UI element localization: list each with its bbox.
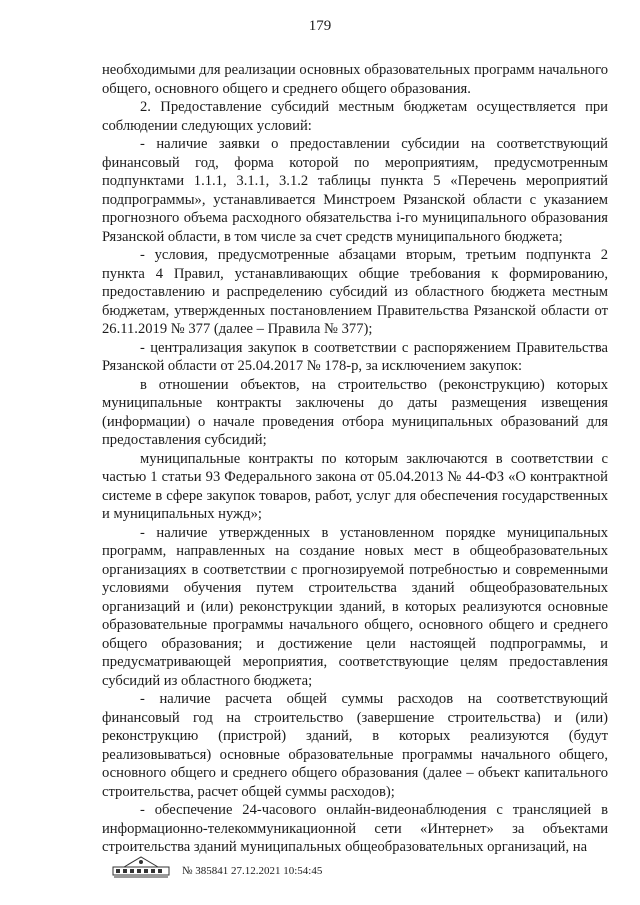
paragraph-4: - условия, предусмотренные абзацами вторым, третьим подпункта 2 пункта 4 Правил, устанавливающих общие требования к формированию, предоставлению и распределению субсидий из областного бюджета местным бюджетам, утвержденных постановлением Правительства Рязанской области от 26.11.2019 № 377 (далее – Правила № 377); [102,247,608,337]
paragraph-10: - обеспечение 24-часового онлайн-видеонаблюдения с трансляцией в информационно-телекоммуникационной сети «Интернет» за объектами строительства зданий муниципальных общеобразовательных организаций, на [102,802,608,855]
paragraph-9: - наличие расчета общей суммы расходов на соответствующий финансовый год на строительство (завершение строительства) и (или) реконструкцию (пристрой) зданий, в которых реализуются (будут реализовываться) основные образовательные программы начального общего, основного общего и среднего общего образования (далее – объект капитального строительства, расчет общей суммы расходов); [102,691,608,800]
paragraph-3: - наличие заявки о предоставлении субсидии на соответствующий финансовый год, форма которой по мероприятиям, предусмотренным подпунктами 1.1.1, 3.1.1, 3.1.2 таблицы пункта 5 «Перечень мероприятий подпрограммы», устанавливается Минстроем Рязанской области с указанием прогнозного объема расходного обязательства i-го муниципального образования Рязанской области, в том числе за счет средств муниципального бюджета; [102,136,608,245]
paragraph-8: - наличие утвержденных в установленном порядке муниципальных программ, направленных на создание новых мест в общеобразовательных организациях в соответствии с прогнозируемой потребностью и современными условиями обучения путем строительства зданий общеобразовательных организаций и (или) реконструкции зданий, в которых реализуются основные образовательные программы начального общего, основного общего и среднего общего образования; и достижение цели настоящей подпрограммы, и предусматривающей мероприятия, соответствующие целям предоставления субсидий из областного бюджета; [102,524,608,689]
paragraph-5: - централизация закупок в соответствии с распоряжением Правительства Рязанской области от 25.04.2017 № 178-р, за исключением закупок: [102,339,608,374]
registry-stamp-icon [112,853,170,879]
paragraph-7: муниципальные контракты по которым заключаются в соответствии с частью 1 статьи 93 Федерального закона от 05.04.2013 № 44-ФЗ «О контрактной системе в сфере закупок товаров, работ, услуг для обеспечения государственных и муниципальных нужд»; [102,450,608,522]
paragraph-2: 2. Предоставление субсидий местным бюджетам осуществляется при соблюдении следующих условий: [102,99,608,134]
paragraph-6: в отношении объектов, на строительство (реконструкцию) которых муниципальные контракты заключены до даты размещения извещения (информации) о начале проведения отбора муниципальных образований для предоставления субсидий; [102,376,608,448]
paragraph-1: необходимыми для реализации основных образовательных программ начального общего, основного общего и среднего общего образования. [102,62,608,97]
page-number: 179 [308,18,332,34]
document-body [102,61,608,857]
document-registration-id: № 385841 27.12.2021 10:54:45 [182,865,323,877]
page-footer [112,853,322,879]
